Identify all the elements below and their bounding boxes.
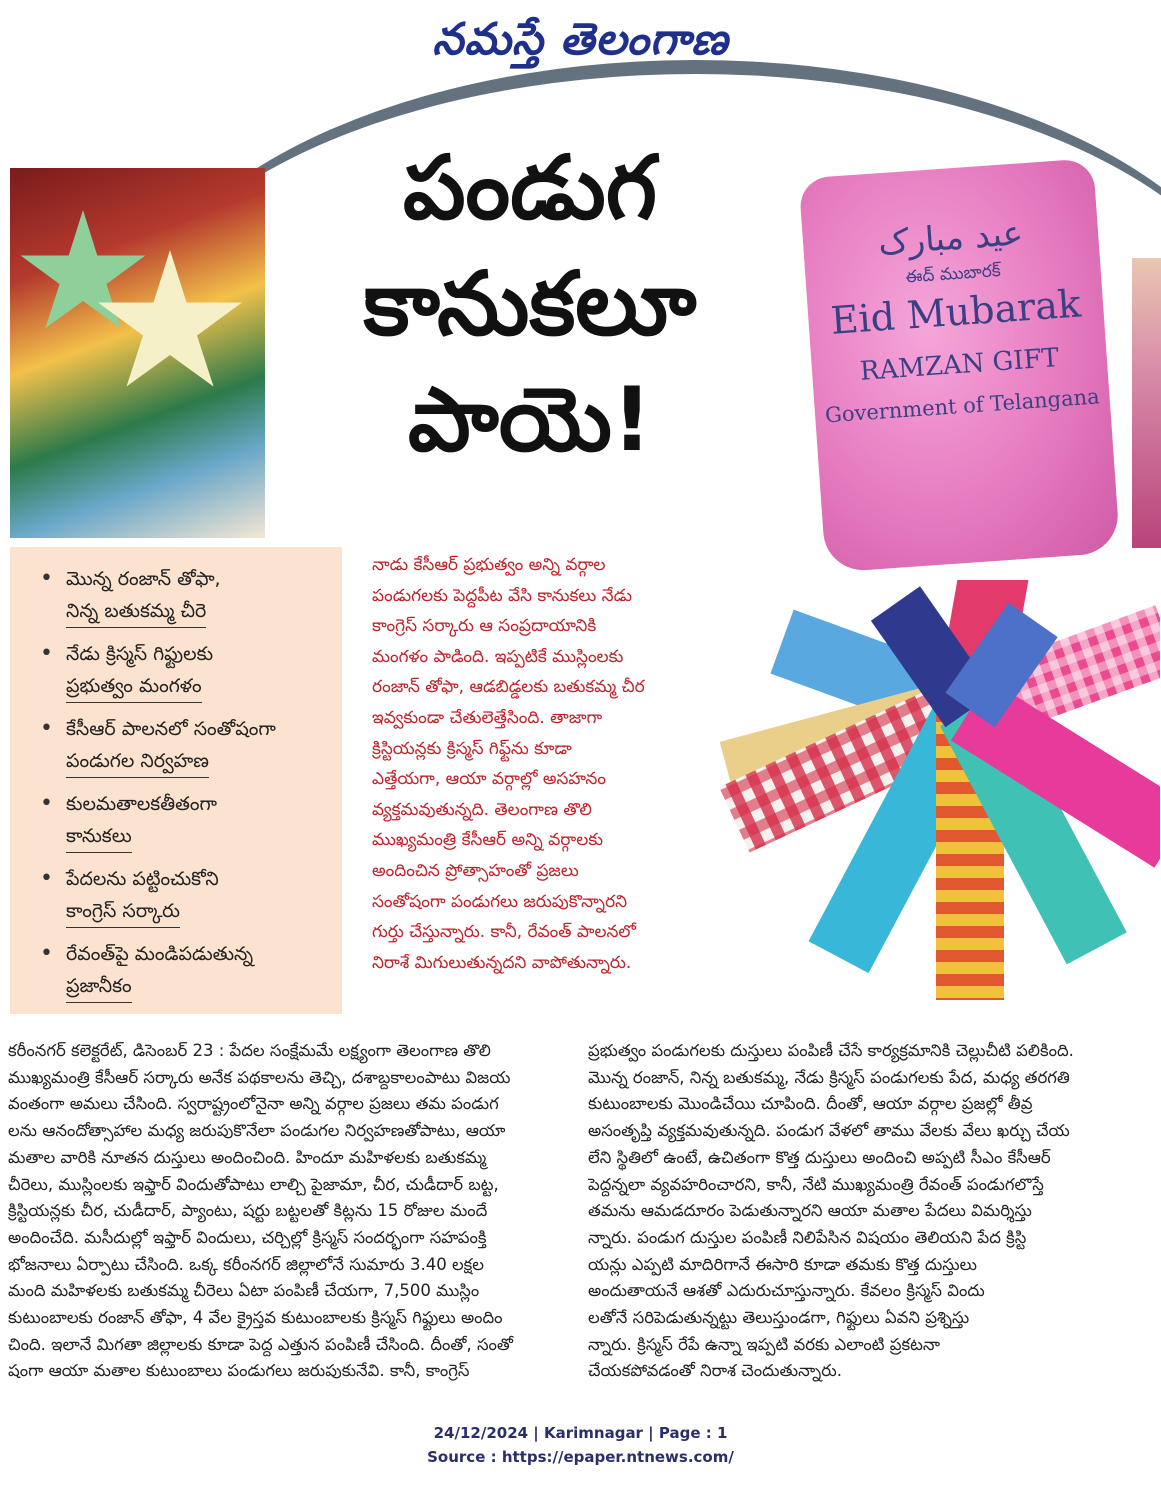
- intro-line: గుర్తు చేస్తున్నారు. కానీ, రేవంత్ పాలనలో: [372, 922, 636, 943]
- body-line: ముఖ్యమంత్రి కేసీఆర్ సర్కారు అనేక పథకాలను తెచ్చి, దశాబ్దకాలంపాటు విజయ: [8, 1067, 511, 1087]
- highlight-line: కానుకలు: [66, 820, 132, 853]
- body-line: షంగా ఆయా మతాల కుటుంబాలు పండుగలు జరుపుకునేవి. కానీ, కాంగ్రెస్: [8, 1361, 470, 1381]
- intro-line: అందించిన ప్రోత్సాహంతో ప్రజలు: [372, 860, 579, 881]
- bag-ramzan-text: RAMZAN GIFT: [859, 343, 1060, 387]
- body-line: మతాల వారికి నూతన దుస్తులు అందించింది. హిందూ మహిళలకు బతుకమ్మ: [8, 1147, 487, 1167]
- highlight-item: [32, 638, 342, 703]
- bag-urdu-text: عید مبارک: [876, 213, 1025, 264]
- highlight-line: ప్రజానీకం: [66, 970, 132, 1003]
- headline-line-2: కానుకలూ: [363, 252, 697, 355]
- highlight-line: • కేసీఆర్ పాలనలో సంతోషంగా: [66, 718, 276, 740]
- ramzan-gift-bag-photo: [799, 158, 1121, 573]
- intro-line: ఇవ్వకుండా చేతులెత్తేసింది. తాజాగా: [372, 707, 603, 728]
- body-line: పెద్దన్నలా వ్యవహరించారని, కానీ, నేటి ముఖ్యమంత్రి రేవంత్ పండుగలొస్తే: [588, 1174, 1044, 1194]
- highlight-line: • నేడు క్రిస్మస్ గిఫ్టులకు: [66, 643, 214, 665]
- bag-eid-text: Eid Mubarak: [829, 281, 1083, 343]
- body-line: అందించేది. మసీదుల్లో ఇఫ్తార్ విందులు, చర్చిల్లో క్రిస్మస్ సందర్భంగా సహపంక్తి: [8, 1227, 487, 1247]
- body-line: చేయకపోవడంతో నిరాశ చెందుతున్నారు.: [588, 1361, 842, 1381]
- highlight-item: [32, 563, 342, 628]
- body-line: కుటుంబాలకు మొండిచేయి చూపింది. దీంతో, ఆయా వర్గాల ప్రజల్లో తీవ్ర: [588, 1094, 1033, 1114]
- highlight-line: • మొన్న రంజాన్ తోఫా,: [66, 568, 221, 590]
- body-line: చీరెలు, ముస్లింలకు ఇఫ్తార్ విందుతోపాటు లాల్చి పైజామా, చీర, చుడీదార్ బట్ట,: [8, 1174, 499, 1194]
- highlight-line: • రేవంత్‌పై మండిపడుతున్న: [66, 943, 254, 965]
- intro-line: వ్యక్తమవుతున్నది. తెలంగాణ తొలి: [372, 799, 592, 820]
- masthead-title: నమస్తే తెలంగాణ: [432, 14, 729, 65]
- body-line: న్నారు. క్రిస్మస్ రేపే ఉన్నా ఇప్పటి వరకు ఎలాంటి ప్రకటనా: [588, 1334, 940, 1354]
- body-line: కుటుంబాలకు రంజాన్ తోఫా, 4 వేల క్రైస్తవ కుటుంబాలకు క్రిస్మస్ గిఫ్టులు అందిం: [8, 1308, 503, 1328]
- intro-line: క్రిస్టియన్లకు క్రిస్మస్ గిఫ్ట్‌ను కూడా: [372, 738, 572, 759]
- intro-line: ముఖ్యమంత్రి కేసీఆర్ అన్ని వర్గాలకు: [372, 830, 604, 851]
- body-line: లేని స్థితిలో ఉంటే, ఉచితంగా కొత్త దుస్తులు అందించి అప్పటి సీఎం కేసీఆర్: [588, 1147, 1051, 1167]
- bag-government-text: Government of Telangana: [824, 384, 1101, 428]
- highlight-line: • కులమతాలకతీతంగా: [66, 793, 217, 815]
- body-line: లను ఆనందోత్సాహాల మధ్య జరుపుకొనేలా పండుగల నిర్వహణతోపాటు, ఆయా: [8, 1121, 506, 1141]
- body-line: న్నారు. పండుగ దుస్తుల పంపిణీ నిలిపేసిన విషయం తెలియని పేద క్రిస్టి: [588, 1227, 1027, 1247]
- intro-line: రంజాన్ తోఫా, ఆడబిడ్డలకు బతుకమ్మ చీర: [372, 677, 645, 698]
- highlight-line: పండుగల నిర్వహణ: [66, 745, 209, 778]
- highlight-item: [32, 863, 342, 928]
- body-line: అసంతృప్తి వ్యక్తమవుతున్నది. పండుగ వేళలో తాము వేలకు వేలు ఖర్చు చేయ: [588, 1121, 1070, 1141]
- intro-paragraph: [372, 550, 690, 978]
- headline-line-1: పండుగ: [402, 136, 658, 239]
- body-line: భోజనాలు ఏర్పాటు చేసింది. ఒక్క కరీంనగర్ జిల్లాలోనే సుమారు 3.40 లక్షల: [8, 1254, 484, 1274]
- body-line: తమను ఆమడదూరం పెడుతున్నారని ఆయా మతాల పేదలు విమర్శిస్తు: [588, 1201, 1032, 1221]
- body-column-2: [588, 1038, 1134, 1385]
- intro-line: మంగళం పాడింది. ఇప్పటికే ముస్లింలకు: [372, 646, 624, 667]
- highlights-box: [10, 547, 342, 1014]
- edge-photo: [1132, 258, 1161, 548]
- headline-line-3: పాయె!: [407, 368, 653, 471]
- intro-line: పండుగలకు పెద్దపీట వేసి కానుకలు నేడు: [372, 585, 633, 606]
- body-line: వంతంగా అమలు చేసింది. స్వరాష్ట్రంలోనైనా అన్ని వర్గాల ప్రజలు తమ పండుగ: [8, 1094, 499, 1114]
- body-line: అందుతాయనే ఆశతో ఎదురుచూస్తున్నారు. కేవలం క్రిస్మస్ విందు: [588, 1281, 985, 1301]
- highlight-line: కాంగ్రెస్ సర్కారు: [66, 895, 180, 928]
- body-line: మొన్న రంజాన్, నిన్న బతుకమ్మ, నేడు క్రిస్మస్ పండుగలకు పేద, మధ్య తరగతి: [588, 1067, 1070, 1087]
- intro-line: కాంగ్రెస్ సర్కారు ఆ సంప్రదాయానికి: [372, 616, 597, 637]
- body-column-1: [8, 1038, 564, 1385]
- body-line: మంది మహిళలకు బతుకమ్మ చీరెలు ఏటా పంపిణీ చేయగా, 7,500 ముస్లిం: [8, 1281, 480, 1301]
- body-line: క్రిస్టియన్లకు చీర, చుడీదార్, ప్యాంటు, షర్టు బట్టలతో కిట్లను 15 రోజుల మందే: [8, 1201, 488, 1221]
- body-line: చింది. ఇలానే మిగతా జిల్లాలకు కూడా పెద్ద ఎత్తున పంపిణీ చేసింది. దీంతో, సంతో: [8, 1334, 514, 1354]
- highlight-item: [32, 938, 342, 1003]
- intro-line: ఎత్తేయగా, ఆయా వర్గాల్లో అసహనం: [372, 769, 606, 790]
- bag-telugu-text: ఈద్ ముబారక్: [904, 260, 1002, 288]
- body-line: ప్రభుత్వం పండుగలకు దుస్తులు పంపిణీ చేసే కార్యక్రమానికి చెల్లుచీటి పలికింది.: [588, 1041, 1074, 1060]
- sarees-photo: [680, 580, 1160, 1010]
- footer-source: Source : https://epaper.ntnews.com/: [427, 1448, 734, 1466]
- intro-line: నాడు కేసీఆర్ ప్రభుత్వం అన్ని వర్గాల: [372, 555, 606, 575]
- highlight-line: • పేదలను పట్టించుకోని: [66, 868, 219, 890]
- highlight-line: ప్రభుత్వం మంగళం: [66, 670, 202, 703]
- highlight-item: [32, 713, 342, 778]
- intro-line: సంతోషంగా పండుగలు జరుపుకొన్నారని: [372, 891, 628, 912]
- body-line: కరీంనగర్ కలెక్టరేట్, డిసెంబర్ 23 : పేదల సంక్షేమమే లక్ష్యంగా తెలంగాణ తొలి: [8, 1041, 491, 1060]
- highlight-item: [32, 788, 342, 853]
- body-line: యన్లు ఎప్పటి మాదిరిగానే ఈసారి కూడా తమకు కొత్త దుస్తులు: [588, 1254, 978, 1274]
- intro-line: నిరాశే మిగులుతున్నదని వాపోతున్నారు.: [372, 952, 632, 973]
- footer-dateline: 24/12/2024 | Karimnagar | Page : 1: [433, 1424, 728, 1442]
- highlight-line: నిన్న బతుకమ్మ చీరె: [66, 595, 206, 628]
- body-line: లతోనే సరిపెడుతున్నట్టు తెలుస్తుండగా, గిఫ్టులు ఏవని ప్రశ్నిస్తు: [588, 1308, 970, 1328]
- highlights-list: [10, 547, 342, 1003]
- headline: [270, 130, 790, 478]
